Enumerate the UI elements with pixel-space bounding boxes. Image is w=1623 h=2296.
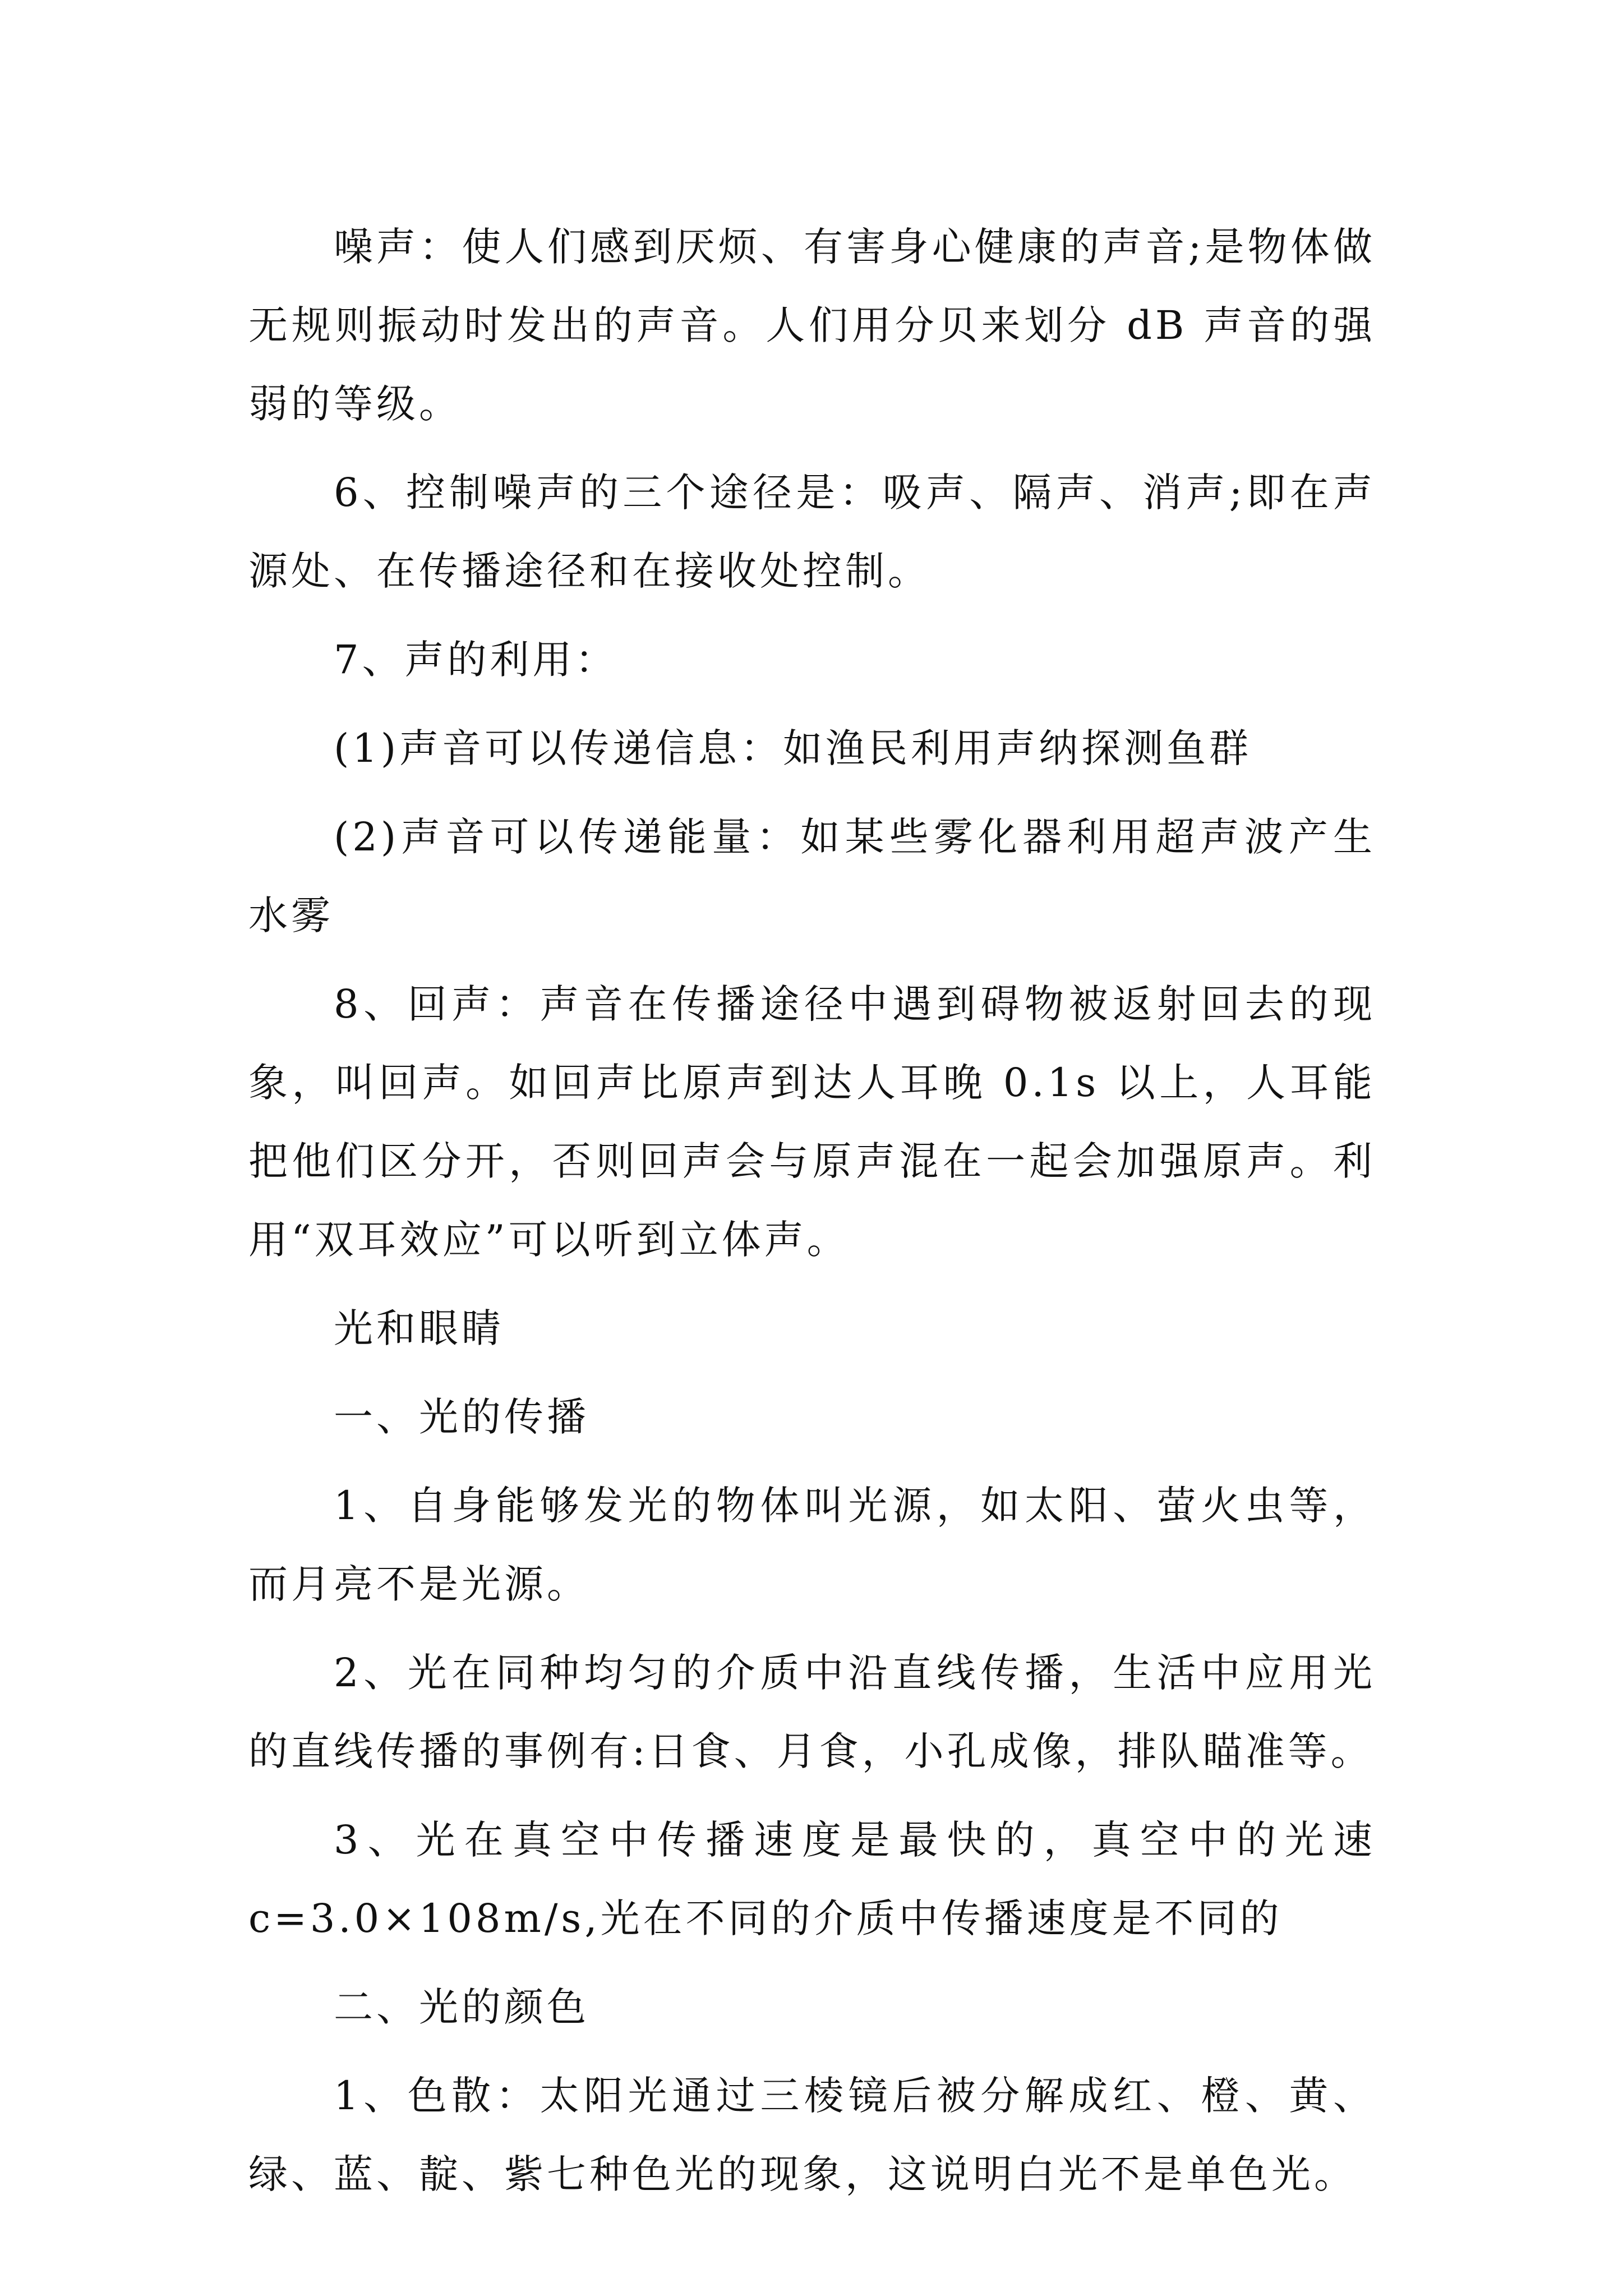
paragraph-sound-energy: (2)声音可以传递能量：如某些雾化器利用超声波产生水雾 <box>248 814 1376 938</box>
paragraph-straight-line: 2、光在同种均匀的介质中沿直线传播，生活中应用光的直线传播的事例有:日食、月食，小孔成像，排队瞄准等。 <box>248 1650 1376 1774</box>
paragraph-noise-definition: 噪声：使人们感到厌烦、有害身心健康的声音;是物体做无规则振动时发出的声音。人们用分贝来划分 dB 声音的强弱的等级。 <box>248 224 1376 427</box>
paragraph-light-speed: 3、光在真空中传播速度是最快的，真空中的光速 c=3.0×108m/s,光在不同的介质中传播速度是不同的 <box>248 1817 1376 1941</box>
paragraph-echo: 8、回声：声音在传播途径中遇到碍物被返射回去的现象，叫回声。如回声比原声到达人耳晚 0.1s 以上，人耳能把他们区分开，否则回声会与原声混在一起会加强原声。利用“双耳效应”可以听到立体声。 <box>248 981 1376 1263</box>
paragraph-sound-uses-heading: 7、声的利用： <box>334 637 618 683</box>
section-heading-light-color: 二、光的颜色 <box>334 1984 589 2030</box>
paragraph-sound-info: (1)声音可以传递信息：如渔民利用声纳探测鱼群 <box>334 725 1252 771</box>
document-body <box>248 208 1376 2224</box>
section-heading-light-propagation: 一、光的传播 <box>334 1394 589 1440</box>
paragraph-dispersion: 1、色散：太阳光通过三棱镜后被分解成红、橙、黄、绿、蓝、靛、紫七种色光的现象，这说明白光不是单色光。 <box>248 2073 1376 2197</box>
section-title-light-and-eye: 光和眼睛 <box>334 1305 504 1351</box>
paragraph-noise-control: 6、控制噪声的三个途径是：吸声、隔声、消声;即在声源处、在传播途径和在接收处控制。 <box>248 470 1376 594</box>
paragraph-light-source: 1、自身能够发光的物体叫光源，如太阳、萤火虫等，而月亮不是光源。 <box>248 1483 1376 1607</box>
